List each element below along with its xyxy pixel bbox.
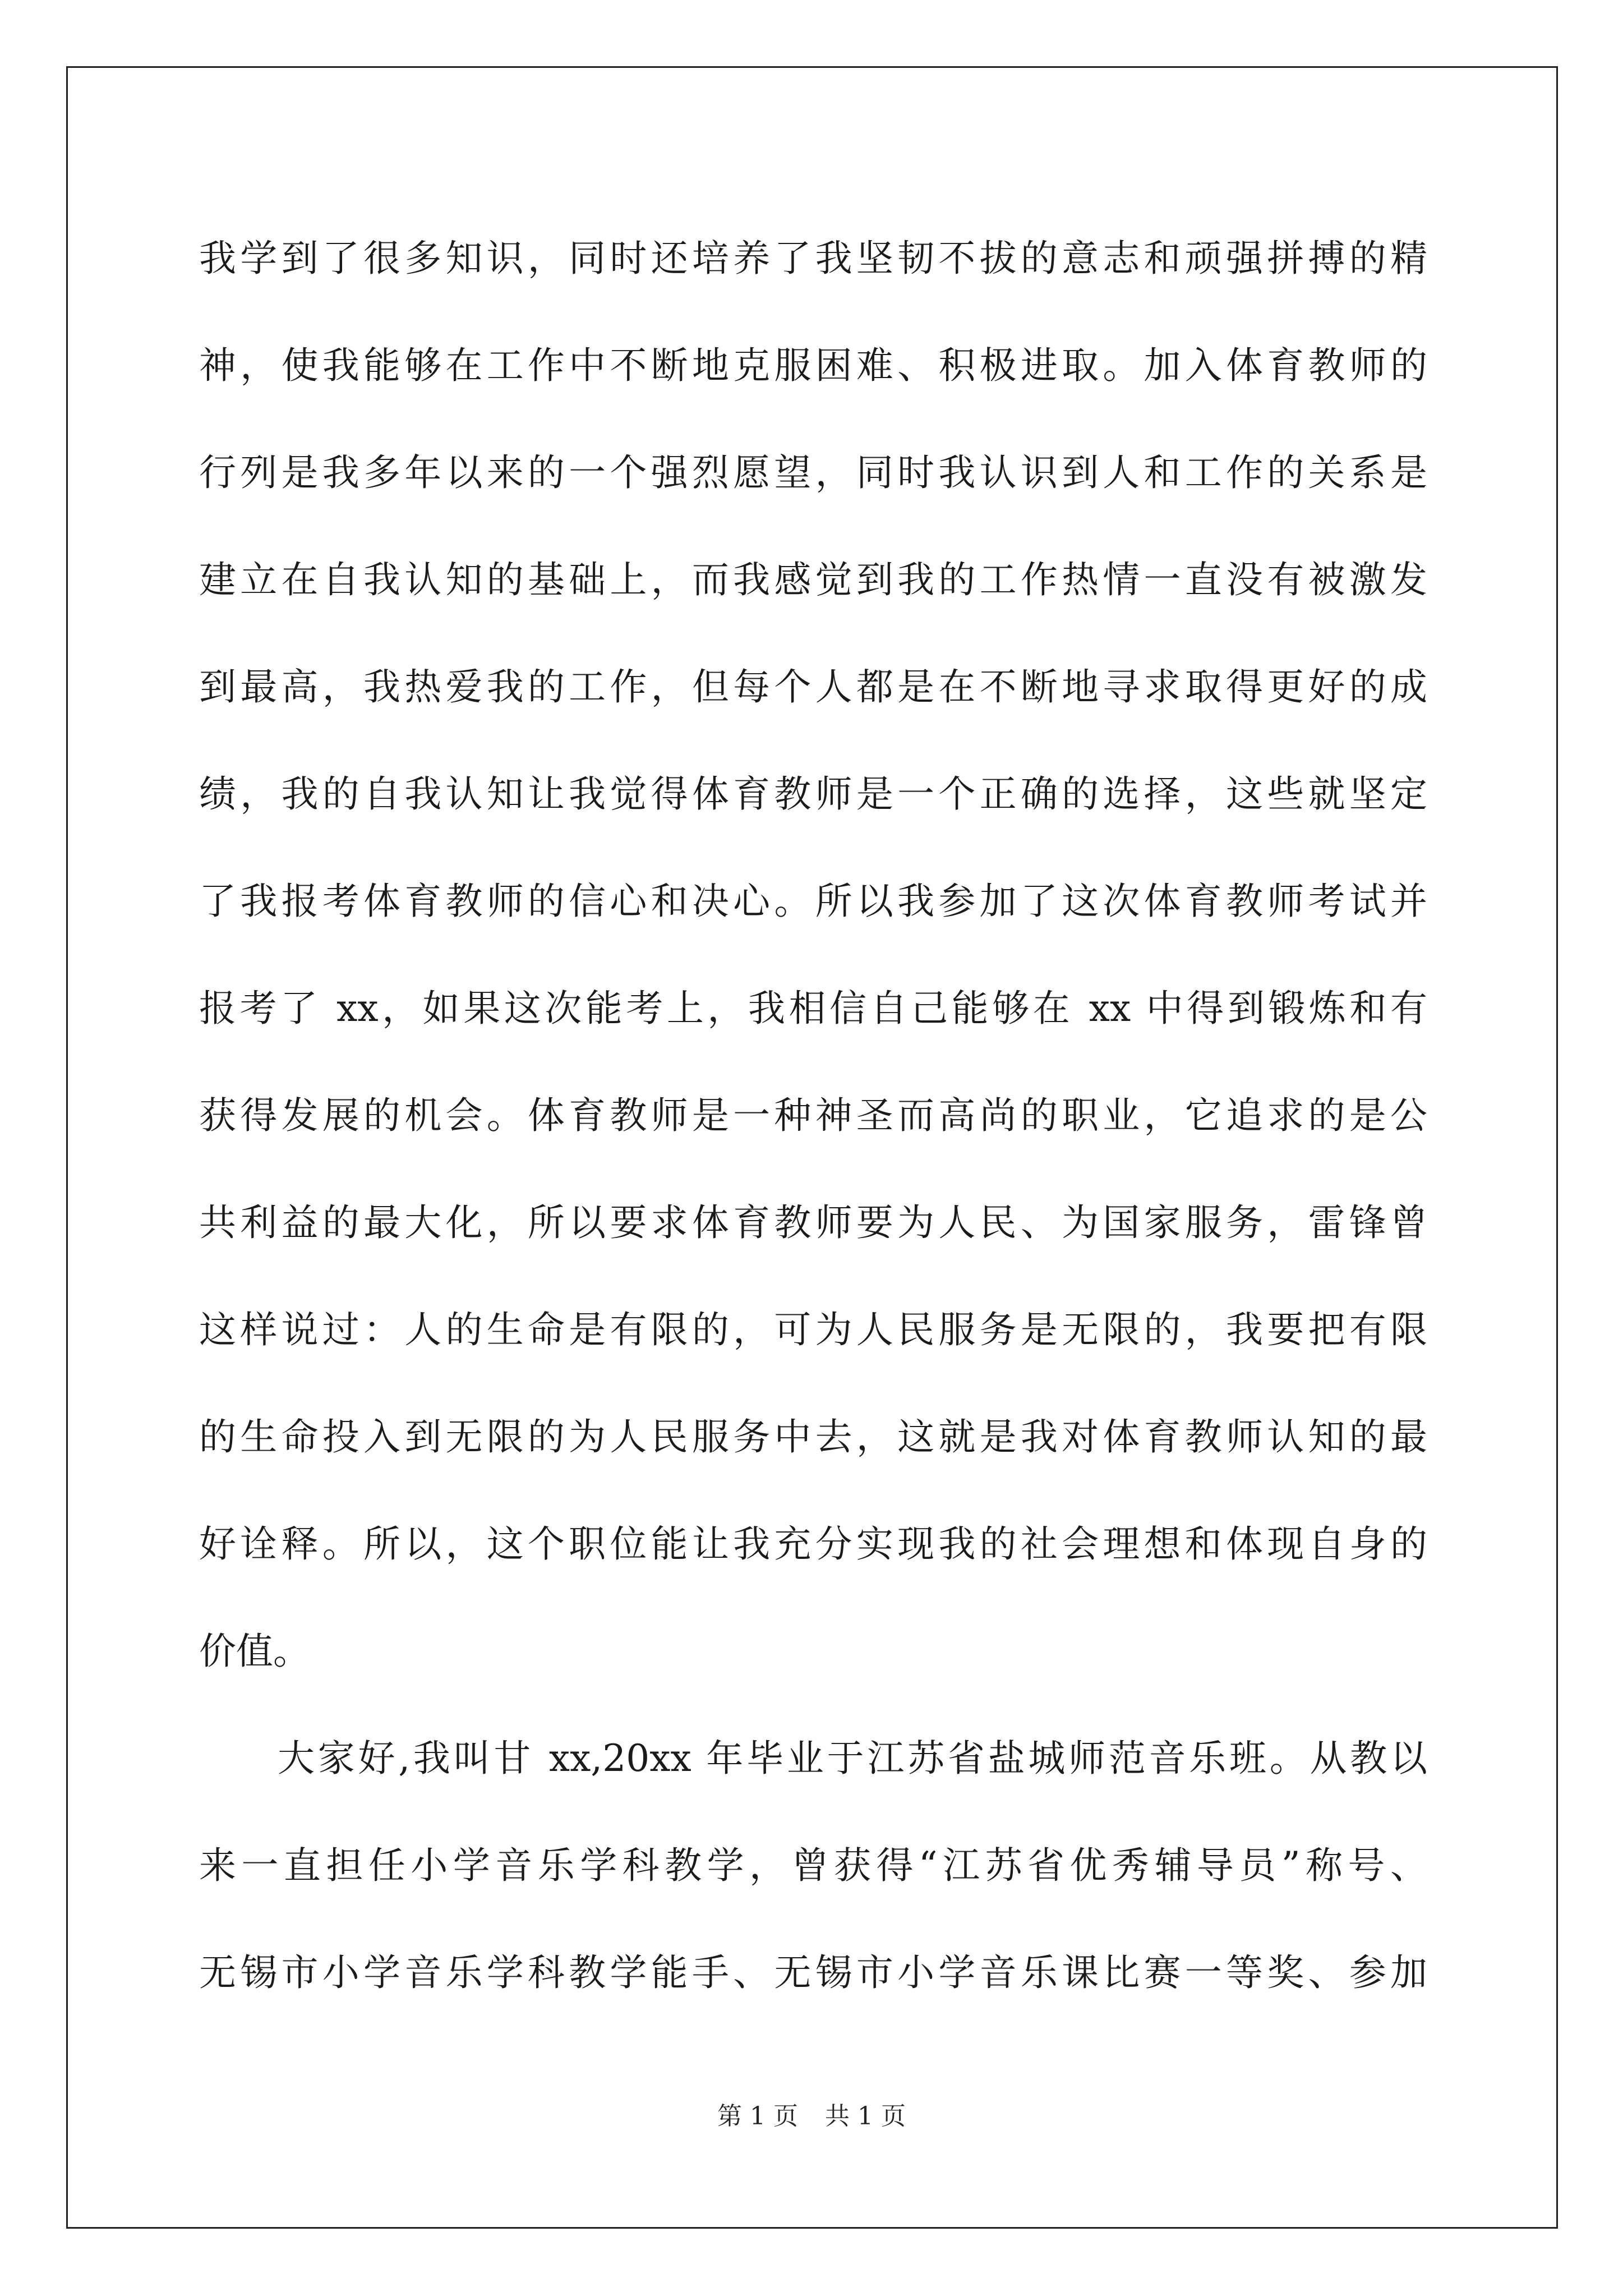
text-line: 我学到了很多知识，同时还培养了我坚韧不拔的意志和顽强拼搏的精 — [199, 237, 1427, 280]
text-line: 报考了 xx，如果这次能考上，我相信自己能够在 xx 中得到锻炼和有 — [199, 987, 1427, 1030]
text-line: 行列是我多年以来的一个强烈愿望，同时我认识到人和工作的关系是 — [199, 451, 1427, 494]
text-line: 大家好,我叫甘 xx,20xx 年毕业于江苏省盐城师范音乐班。从教以 — [278, 1737, 1427, 1780]
text-line: 到最高，我热爱我的工作，但每个人都是在不断地寻求取得更好的成 — [199, 665, 1427, 708]
text-line: 绩，我的自我认知让我觉得体育教师是一个正确的选择，这些就坚定 — [199, 772, 1427, 816]
text-line: 的生命投入到无限的为人民服务中去，这就是我对体育教师认知的最 — [199, 1415, 1427, 1458]
text-line: 价值。 — [199, 1630, 310, 1673]
text-line: 共利益的最大化，所以要求体育教师要为人民、为国家服务，雷锋曾 — [199, 1201, 1427, 1244]
page-number: 第 1 页 — [717, 2102, 798, 2131]
document-body — [199, 205, 1427, 2026]
text-line: 好诠释。所以，这个职位能让我充分实现我的社会理想和体现自身的 — [199, 1522, 1427, 1566]
text-line: 了我报考体育教师的信心和决心。所以我参加了这次体育教师考试并 — [199, 880, 1427, 923]
text-line: 神，使我能够在工作中不断地克服困难、积极进取。加入体育教师的 — [199, 344, 1427, 387]
text-line: 获得发展的机会。体育教师是一种神圣而高尚的职业，它追求的是公 — [199, 1094, 1427, 1137]
page-footer — [0, 2100, 1623, 2133]
text-line: 无锡市小学音乐学科教学能手、无锡市小学音乐课比赛一等奖、参加 — [199, 1951, 1427, 1994]
text-line: 这样说过：人的生命是有限的，可为人民服务是无限的，我要把有限 — [199, 1308, 1427, 1351]
page-total: 共 1 页 — [825, 2102, 906, 2131]
text-line: 建立在自我认知的基础上，而我感觉到我的工作热情一直没有被激发 — [199, 558, 1427, 601]
text-line: 来一直担任小学音乐学科教学，曾获得“江苏省优秀辅导员”称号、 — [199, 1844, 1427, 1887]
